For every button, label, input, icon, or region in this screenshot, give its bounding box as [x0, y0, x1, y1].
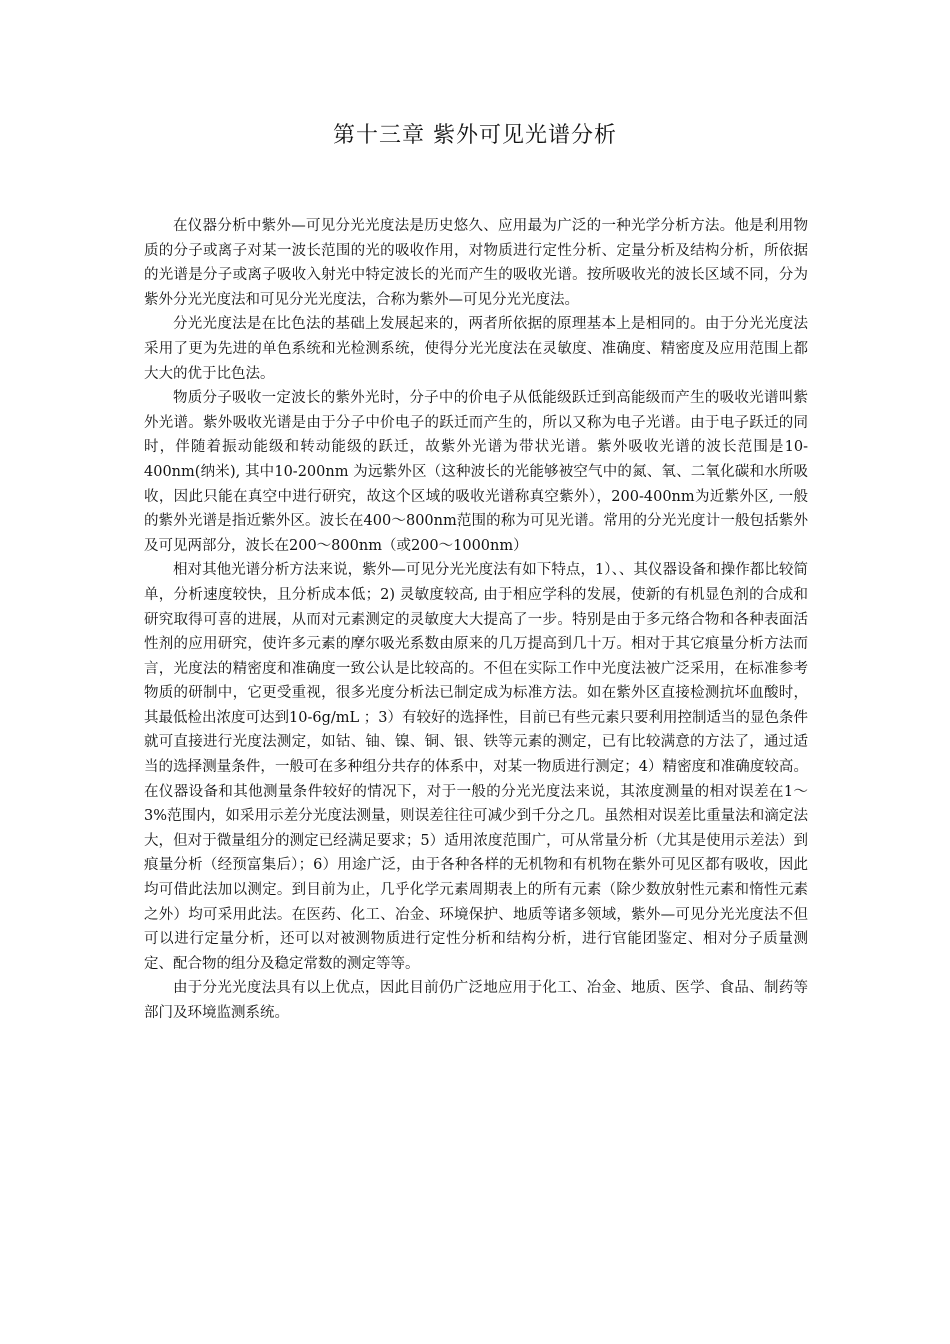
chapter-title: 第十三章 紫外可见光谱分析 — [333, 123, 617, 148]
paragraph-applications: 由于分光光度法具有以上优点，因此目前仍广泛地应用于化工、冶金、地质、医学、食品、制药等部门及环境监测系统。 — [144, 980, 808, 1021]
paragraph-features: 相对其他光谱分析方法来说，紫外—可见分光光度法有如下特点，1）、、其仪器设备和操作都比较简单，分析速度较快，且分析成本低；2) 灵敏度较高, 由于相应学科的发展，使新的有机显色剂的合成和研究取得可喜的进展，从而对元素测定的灵敏度大大提高了一步。特别是由于多元络合物和各种表面活性剂的应用研究，使许多元素的摩尔吸光系数由原来的几万提高到几十万。相对于其它痕量分析方法而言，光度法的精密度和准确度一致公认是比较高的。不但在实际工作中光度法被广泛采用，在标准参考物质的研制中，它更受重视，很多光度分析法已制定成为标准方法。如在紫外区直接检测抗坏血酸时，其最低检出浓度可达到10-6g/mL ；3）有较好的选择性，目前已有些元素只要利用控制适当的显色条件就可直接进行光度法测定，如钴、铀、镍、铜、银、铁等元素的测定，已有比较满意的方法了，通过适当的选择测量条件，一般可在多种组分共存的体系中，对某一物质进行测定；4）精密度和准确度较高。在仪器设备和其他测量条件较好的情况下，对于一般的分光光度法来说，其浓度测量的相对误差在1～3%范围内，如采用示差分光度法测量，则误差往往可减少到千分之几。虽然相对误差比重量法和滴定法大，但对于微量组分的测定已经满足要求；5）适用浓度范围广，可从常量分析（尤其是使用示差法）到痕量分析（经预富集后）；6）用途广泛，由于各种各样的无机物和有机物在紫外可见区都有吸收，因此均可借此法加以测定。到目前为止，几乎化学元素周期表上的所有元素（除少数放射性元素和惰性元素之外）均可采用此法。在医药、化工、冶金、环境保护、地质等诸多领域，紫外—可见分光光度法不但可以进行定量分析，还可以对被测物质进行定性分析和结构分析，进行官能团鉴定、相对分子质量测定、配合物的组分及稳定常数的测定等等。 — [144, 562, 808, 972]
document-body — [144, 214, 808, 1026]
paragraph-uv-spectrum: 物质分子吸收一定波长的紫外光时，分子中的价电子从低能级跃迁到高能级而产生的吸收光谱叫紫外光谱。紫外吸收光谱是由于分子中价电子的跃迁而产生的，所以又称为电子光谱。由于电子跃迁的同时，伴随着振动能级和转动能级的跃迁，故紫外光谱为带状光谱。紫外吸收光谱的波长范围是10-400nm(纳米), 其中10-200nm 为远紫外区（这种波长的光能够被空气中的氮、氧、二氧化碳和水所吸收，因此只能在真空中进行研究，故这个区域的吸收光谱称真空紫外），200-400nm为近紫外区, 一般的紫外光谱是指近紫外区。波长在400～800nm范围的称为可见光谱。常用的分光光度计一般包括紫外及可见两部分，波长在200～800nm（或200～1000nm） — [144, 390, 808, 554]
paragraph-colorimetry: 分光光度法是在比色法的基础上发展起来的，两者所依据的原理基本上是相同的。由于分光光度法采用了更为先进的单色系统和光检测系统，使得分光光度法在灵敏度、准确度、精密度及应用范围上都大大的优于比色法。 — [144, 316, 808, 382]
paragraph-intro: 在仪器分析中紫外—可见分光光度法是历史悠久、应用最为广泛的一种光学分析方法。他是利用物质的分子或离子对某一波长范围的光的吸收作用，对物质进行定性分析、定量分析及结构分析，所依据的光谱是分子或离子吸收入射光中特定波长的光而产生的吸收光谱。按所吸收光的波长区域不同，分为紫外分光光度法和可见分光光度法，合称为紫外—可见分光光度法。 — [144, 218, 808, 308]
